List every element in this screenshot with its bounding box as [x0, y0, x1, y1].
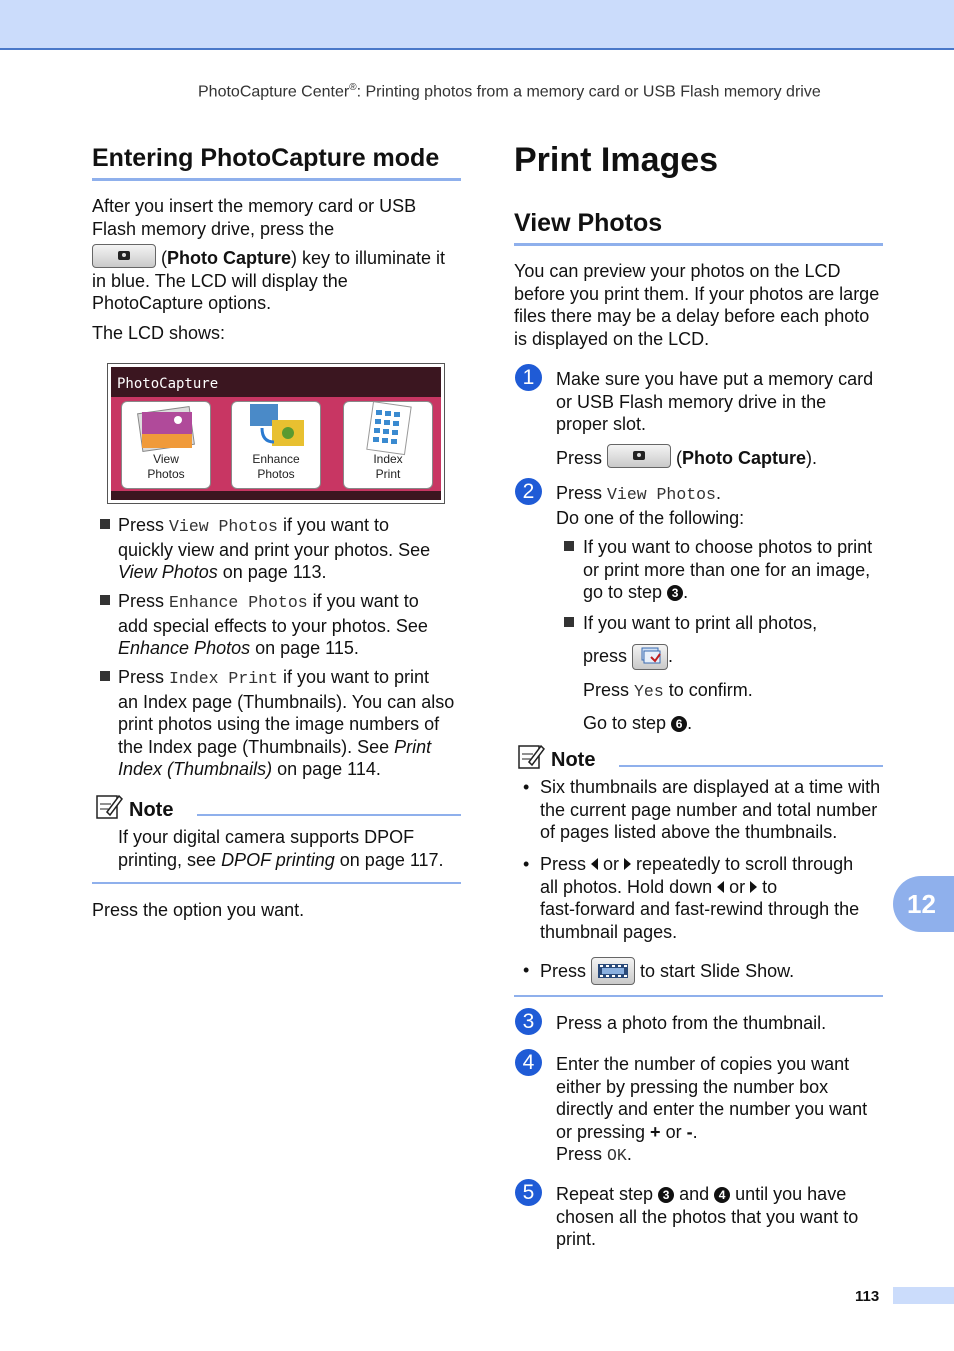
step-number-5: 5 — [515, 1179, 542, 1206]
note-end-rule — [92, 882, 461, 884]
note-label: Note — [551, 749, 596, 771]
lcd-title: PhotoCapture — [117, 376, 219, 392]
heading-rule — [514, 243, 883, 246]
note-item-thumbnails: Six thumbnails are displayed at a time with the current page number and total number of pages listed above the thumbnails. — [540, 777, 881, 842]
lcd-tile-index-print: Index Print — [343, 401, 433, 489]
chapter-tab: 12 — [893, 876, 954, 932]
bullet-square — [100, 519, 110, 529]
bullet-square — [564, 541, 574, 551]
note-pencil-icon — [517, 742, 545, 770]
step-number-3: 3 — [515, 1008, 542, 1035]
section-heading-entering: Entering PhotoCapture mode — [92, 144, 440, 172]
left-arrow-icon — [591, 858, 598, 870]
bullet-dot: • — [523, 854, 530, 874]
note-text: If your digital camera supports DPOF printing, see DPOF printing on page 117. — [118, 827, 444, 870]
step-2-option-1: If you want to choose photos to print or print more than one for an image, go to step 3 . — [583, 537, 873, 602]
step-3-text: Press a photo from the thumbnail. — [556, 1013, 827, 1033]
step-number-1: 1 — [515, 364, 542, 391]
note-item-scroll: Press or repeatedly to scroll through all photos. Hold down or to fast-forward and fast-rewind through the thumbnail pages. — [540, 854, 860, 942]
note-end-rule — [514, 995, 883, 997]
step-2-option-2: If you want to print all photos, press . Press Yes to confirm. Go to step 6 . — [583, 613, 818, 733]
bullet-square — [100, 595, 110, 605]
print-all-icon — [632, 644, 668, 670]
view-photos-intro: You can preview your photos on the LCD before you print them. If your photos are large files there may be a delay before each photo is displayed on the LCD. — [514, 261, 880, 349]
bullet-square — [100, 671, 110, 681]
step-number-2: 2 — [515, 478, 542, 505]
bullet-square — [564, 617, 574, 627]
bullet-dot: • — [523, 960, 530, 980]
note-pencil-icon — [95, 792, 123, 820]
lcd-screen-image — [107, 363, 445, 504]
note-label: Note — [129, 799, 174, 821]
photos-icon — [134, 404, 198, 454]
note-item-slideshow: Press to start Slide Show. — [540, 957, 890, 985]
photo-capture-key-icon — [92, 244, 156, 268]
list-item-view-photos: Press View Photos if you want to quickly view and print your photos. See View Photos on page 113. — [118, 515, 431, 582]
slide-show-icon — [591, 957, 635, 985]
enhance-icon — [244, 402, 308, 454]
step-2-text: Press View Photos. Do one of the following: — [556, 483, 745, 528]
index-print-icon — [356, 402, 420, 456]
bullet-dot: • — [523, 777, 530, 797]
page-title: Print Images — [514, 141, 719, 179]
step-number-4: 4 — [515, 1049, 542, 1076]
photo-capture-key-icon — [607, 444, 671, 468]
lcd-tile-view-photos: View Photos — [121, 401, 211, 489]
press-option-text: Press the option you want. — [92, 900, 305, 920]
intro-paragraph: After you insert the memory card or USB Flash memory drive, press the (Photo Capture) key to illuminate it in blue. The LCD will display the PhotoCapture options. — [92, 196, 446, 313]
top-band — [0, 0, 954, 50]
step-4-text: Enter the number of copies you want either by pressing the number box directly and enter the number you want or pressing + or -. Press OK. — [556, 1054, 868, 1165]
heading-rule — [92, 178, 461, 181]
step-5-text: Repeat step 3 and 4 until you have chosen all the photos that you want to print. — [556, 1184, 859, 1249]
lcd-shows-label: The LCD shows: — [92, 323, 226, 343]
page-number-band — [893, 1287, 954, 1304]
lcd-tile-enhance-photos: Enhance Photos — [231, 401, 321, 489]
section-heading-view-photos: View Photos — [514, 209, 663, 237]
note-rule — [197, 814, 461, 816]
list-item-enhance-photos: Press Enhance Photos if you want to add special effects to your photos. See Enhance Photos on page 115. — [118, 591, 428, 658]
page-number: 113 — [855, 1288, 880, 1305]
list-item-index-print: Press Index Print if you want to print an Index page (Thumbnails). You can also print photos using the image numbers of the Index page (Thumbnails). See Print Index (Thumbnails) on page 114. — [118, 667, 455, 779]
note-rule — [619, 765, 883, 767]
step-1-text: Make sure you have put a memory card or USB Flash memory drive in the proper slot. Press (Photo Capture). — [556, 369, 874, 468]
right-arrow-icon — [624, 858, 631, 870]
running-header: PhotoCapture Center®: Printing photos from a memory card or USB Flash memory drive — [198, 82, 821, 101]
